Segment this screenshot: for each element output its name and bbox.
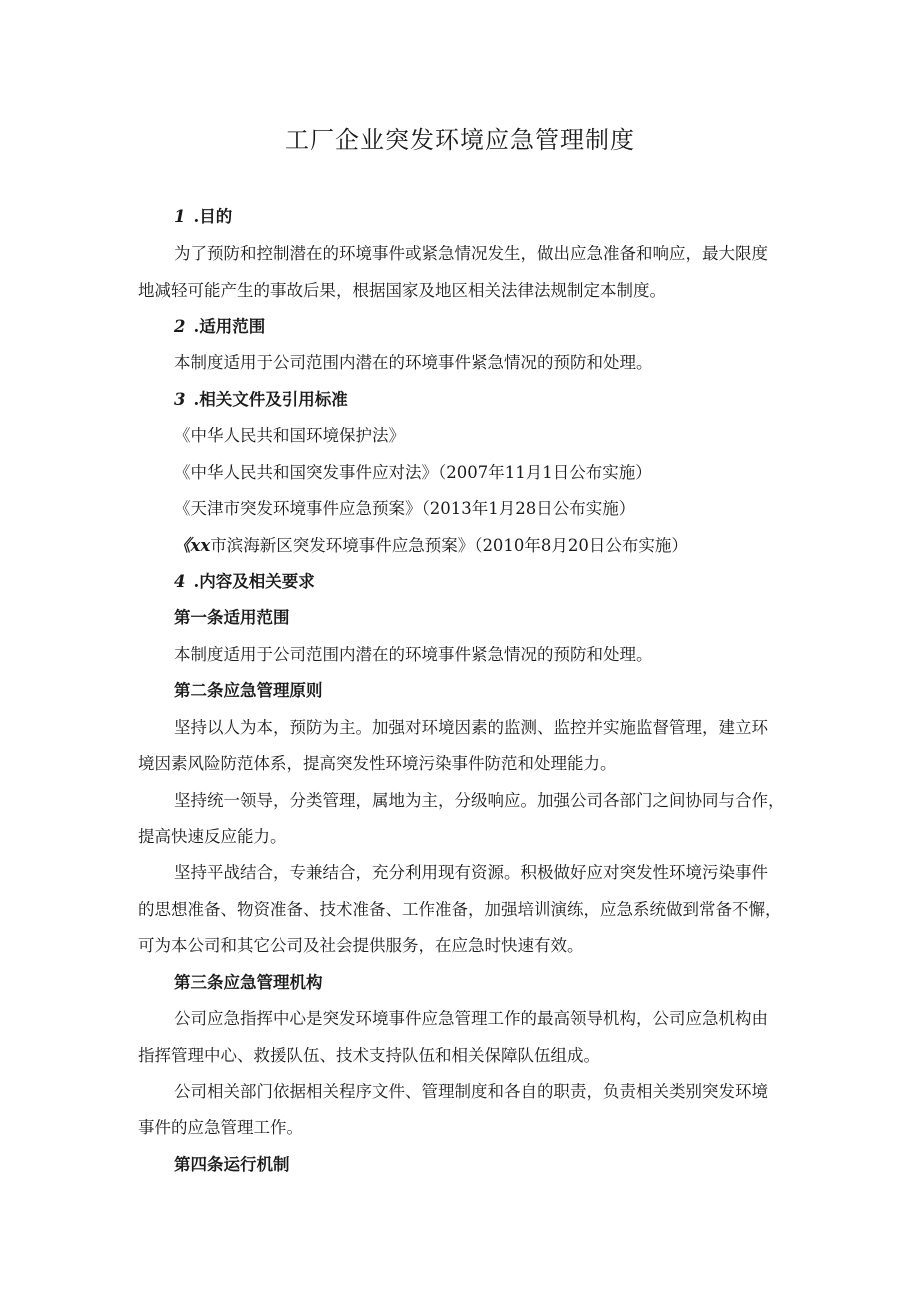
document-title: 工厂企业突发环境应急管理制度 [285, 126, 635, 154]
section-2-heading [174, 316, 265, 338]
section-title: .目的 [193, 207, 233, 226]
paragraph-line: 事件的应急管理工作。 [138, 1118, 303, 1137]
reference-text: 市滨海新区突发环境事件应急预案》（2010年8月20日公布实施） [210, 536, 688, 555]
paragraph-line: 公司相关部门依据相关程序文件、管理制度和各自的职责，负责相关类别突发环境 [174, 1082, 768, 1101]
section-number: 2 [174, 317, 186, 336]
section-3-heading [174, 389, 348, 411]
reference-item [174, 535, 688, 557]
paragraph-line: 坚持以人为本，预防为主。加强对环境因素的监测、监控并实施监督管理，建立环 [174, 718, 768, 737]
section-number: 4 [174, 572, 186, 591]
paragraph-line: 境因素风险防范体系，提高突发性环境污染事件防范和处理能力。 [138, 754, 617, 773]
section-1-heading [174, 206, 232, 228]
section-number: 3 [174, 390, 186, 409]
paragraph-line: 公司应急指挥中心是突发环境事件应急管理工作的最高领导机构，公司应急机构由 [174, 1009, 768, 1028]
article-3-heading: 第三条应急管理机构 [174, 973, 323, 992]
article-1-heading: 第一条适用范围 [174, 608, 290, 627]
paragraph-line: 本制度适用于公司范围内潜在的环境事件紧急情况的预防和处理。 [174, 645, 653, 664]
paragraph-line: 地减轻可能产生的事故后果，根据国家及地区相关法律法规制定本制度。 [138, 281, 666, 300]
paragraph-line: 本制度适用于公司范围内潜在的环境事件紧急情况的预防和处理。 [174, 353, 653, 372]
section-number: 1 [174, 207, 186, 226]
paragraph-line: 坚持平战结合，专兼结合，充分利用现有资源。积极做好应对突发性环境污染事件 [174, 863, 768, 882]
paragraph-line: 提高快速反应能力。 [138, 827, 287, 846]
reference-item: 《中华人民共和国环境保护法》 [174, 426, 405, 445]
reference-prefix: 《xx [174, 536, 211, 555]
paragraph-line: 的思想准备、物资准备、技术准备、工作准备，加强培训演练，应急系统做到常备不懈， [138, 900, 782, 919]
reference-item: 《中华人民共和国突发事件应对法》（2007年11月1日公布实施） [174, 463, 652, 482]
article-4-heading: 第四条运行机制 [174, 1155, 290, 1174]
paragraph-line: 坚持统一领导，分类管理，属地为主，分级响应。加强公司各部门之间协同与合作， [174, 791, 785, 810]
section-title: .内容及相关要求 [193, 572, 315, 591]
paragraph-line: 指挥管理中心、救援队伍、技术支持队伍和相关保障队伍组成。 [138, 1046, 600, 1065]
article-2-heading: 第二条应急管理原则 [174, 681, 323, 700]
paragraph-line: 可为本公司和其它公司及社会提供服务，在应急时快速有效。 [138, 936, 584, 955]
section-title: .适用范围 [193, 317, 266, 336]
section-4-heading [174, 571, 315, 593]
paragraph-line: 为了预防和控制潜在的环境事件或紧急情况发生，做出应急准备和响应，最大限度 [174, 244, 768, 263]
section-title: .相关文件及引用标准 [193, 390, 348, 409]
reference-item: 《天津市突发环境事件应急预案》（2013年1月28日公布实施） [174, 499, 636, 518]
